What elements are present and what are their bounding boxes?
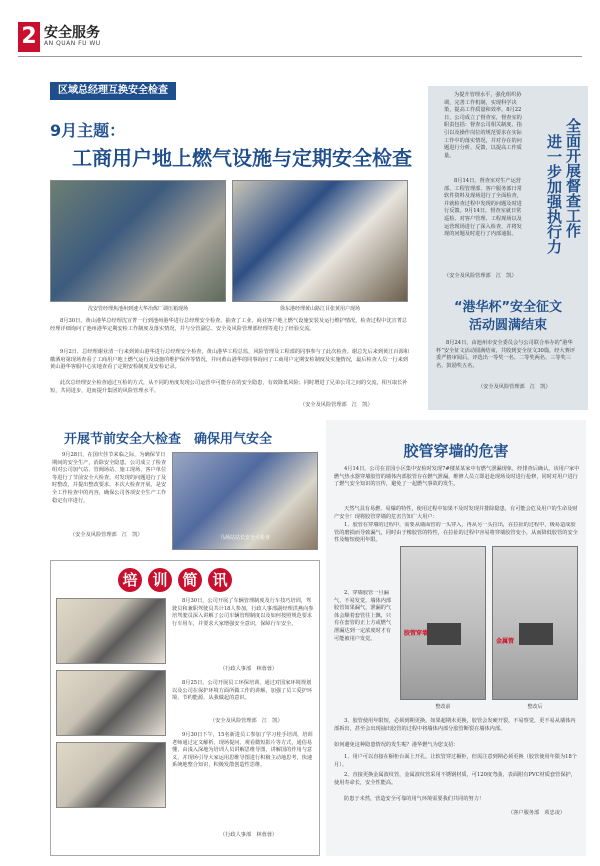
- section-title: 安全服务: [44, 25, 100, 41]
- page-number: 2: [18, 22, 40, 52]
- photo-caption-2: 徐东港经理黄山路江目张黄用户现场: [279, 306, 360, 312]
- article-byline: （安全及风险管理部 江 凯）: [300, 402, 373, 408]
- heater-display: [427, 623, 461, 645]
- hazard-intro: 天然气具有易燃、易爆的特性，使用过程中如果不及时发现并排除隐患，有可能会危及用户的生命及财产安全！现将胶管穿墙的危害告知广大用户：: [334, 506, 578, 520]
- training-photo-2: [56, 670, 166, 736]
- hazard-point: 2、穿墙胶管一旦漏气，不易发觉，墙体内部胶管如果漏气，泄漏的气体会顺着套管往上飘，只有在套管的正上方或燃气泄漏达到一定浓度时才有可能被用户发觉。: [334, 590, 392, 642]
- callout-before: 胶管穿墙: [404, 630, 429, 637]
- festival-body: 9月28日，在国庆佳节来临之际，为确保节日期间的安全生产，消除安全隐患，公司成立了检查组对公司加气站、管阀场站、施工现场、客户单位等进行了节前安全大检查，对发现的问题进行了及时整改，并提出整改要求。本次大检查开展，是安全工作检查中的内容，确保公司各项安全生产工作稳定有序进行。: [52, 452, 167, 504]
- advice-item: 2、直接更换金属波纹管，金属波纹管采用不锈钢材质，可120度弯曲，表面附有PVC材质套管保护，使用寿命长，安全性能高。: [334, 772, 576, 786]
- article-subtitle: 9月主题：: [50, 121, 126, 140]
- training-byline: （行政人事部 林蓉蓉）: [220, 832, 278, 838]
- training-paragraph: 9月30日下午，15名新进员工参加了学习桂手培训，培训老师通过定义解析、现场提问、观看微短影片等方式，通俗易懂、由浅入深地为培训人员讲解思维导图，讲解国的作用与意义，并现场引导大家运用思维导图进行积极主动地思考，快速系统地整合知识，积极发散创造性思维。: [172, 732, 313, 769]
- training-title: [118, 568, 238, 592]
- callout-after: 金属管: [496, 638, 515, 645]
- sidebar-vertical-title: 全面开展督查工作: [564, 118, 582, 238]
- article-paragraph: 8月30日，黄山港华总经理沈宣菁一行到池州港华进行总经理安全检查。抽查了工业、商业客户地上燃气设施安装及运行维护情况，检查过程中沈宣菁总经理详细询问了池州港华定期安检工作制度及落实情况，并与分管副总、安全及风险管理部经理等进行了经验交流。: [50, 318, 408, 332]
- training-byline: （安全及风险管理部 江 凯）: [210, 718, 283, 724]
- heater-display: [519, 623, 553, 645]
- hazard-intro: 4月14日，公司在首园小区集中安检时发现7#楼某某家中有燃气泄漏现象，经排查后确认，该用户家中燃气热水器穿墙胶管的墙体内部胶管存在燃气泄漏，维修人员立即赶赴现场及时进行抢修，同时对用户进行了燃气安全知识的宣传，避免了一起燃气事故的发生。: [334, 466, 580, 488]
- sidebar-byline: （安全及风险管理部 江 凯）: [444, 273, 517, 279]
- festival-photo-caption: 马场站站长安全大检查: [219, 535, 270, 541]
- hazard-byline: （客户服务部 项忠凌）: [508, 810, 566, 816]
- hazard-point: 1、胶管在穿墙的过程中，需要从墙面管的一头穿入，再从另一头拉出，在拉扯的过程中，极易造成胶管的磨损而导致漏气，同时由于橡胶管的特性，在拉扯的过程中容易将穿墙胶管变小，从而降低胶管的安全性及缩短使用年限。: [334, 522, 578, 544]
- section-subtitle: AN QUAN FU WU: [44, 40, 101, 47]
- training-paragraph: 8月30日，公司开展了车辆管理制度及行车技巧培训，驾驶员和兼职驾驶员共计18人参加，行政人事部副经理洪燕向参培驾驶员深入讲解了公司车辆管理制度以及如何按照规范要求行车用车，并要求大家增强安全意识，保障行车安全。: [172, 598, 314, 627]
- advice-item: 1、用户可以直接在橱柜台面上开孔，让软管穿过橱柜，但需注意到期必须更换（胶管使用年限为18个月）。: [334, 754, 577, 768]
- training-photo-1: [56, 598, 166, 664]
- before-caption: 整改前: [435, 704, 451, 710]
- article-paragraph: 此次总经理安全检查通过互检的方式，从不同的角度发现公司运营中可能存在的安全隐患，有效降低风险；同时增进了兄弟公司之间的交流，相互取长补短，共同进步，进而提升集团的风险管理水平。: [50, 380, 408, 394]
- training-paragraph: 8月25日，公司开展员工环保培训，通过对国家环境规划以及公司在保护环境方面所做工作的讲解，加强了员工爱护环境、节约能源，从我做起的意识。: [172, 680, 313, 702]
- advice-heading: 如何避免这种隐患情况的发生呢？港华燃气为您支招：: [334, 742, 459, 748]
- heater-photo-after: [492, 546, 578, 700]
- essay-title: “港华杯”安全征文: [453, 300, 563, 315]
- essay-title: 活动圆满结束: [468, 318, 547, 333]
- article-title: 工商用户地上燃气设施与定期安全检查: [72, 146, 412, 170]
- advice-item: 防患于未然，营造安全可靠的用气环境需要我们共同的努力！: [344, 796, 485, 802]
- article-tag: 区域总经理互换安全检查: [50, 82, 176, 100]
- essay-body: 8月24日，由池州市安全委员会与公司联合举办的“港华杯”安全征文活动圆满结束，共收到安全征文30篇，经大赛评委严格审阅后，评选出一等奖一名、二等奖两名、三等奖三名、鼓励奖五名。: [436, 340, 575, 369]
- inspection-photo-1: [50, 180, 226, 302]
- festival-title: 开展节前安全大检查 确保用气安全: [64, 432, 273, 447]
- sidebar-vertical-title: 进一步加强执行力: [545, 134, 563, 254]
- training-title-char: 训: [148, 568, 172, 592]
- sidebar-paragraph: 8月14日，督查室对生产运营部、工程管理部、客户服务部日常软件资料及现场进行了全面检查，并就检查过程中发现的问题及时进行反馈。9月14日，督查室就日常巡检、对客户管理、工程现场以及运营现场进行了深入检查，并将发现的问题及时进行了内部通报。: [444, 178, 522, 238]
- article-paragraph: 9月2日，总经理谢业清一行来到黄山港华进行总经理安全检查，黄山港华工程总监，风险管理及工程部的同事参与了此次检查。谢总先后来到黄江百源和徽酒府第现场查看了工商用户地上燃气运行及设施的维护保养等情况，并问黄山港华的同事询问了工商用户定期安检制度及实施情况，最后检查人员一行来到黄山港华客服中心实地查看了定期安检制度及安检记录。: [50, 349, 409, 371]
- header-rule: [18, 56, 582, 57]
- inspection-photo-2: [232, 180, 408, 302]
- essay-byline: （安全及风险管理部 江 凯）: [478, 384, 551, 390]
- festival-byline: （安全及风险管理部 江 凯）: [70, 532, 143, 538]
- after-caption: 整改后: [527, 704, 543, 710]
- sidebar-paragraph: 为提升管理水平，强化组织协调，完善工作机制，实现科学决策，提高工作质量和效率，8月22日，公司成立了督查室，督查室的职责包括：督查公司相关制度、指引以及操作岗位的规范要求在实际工作中的落实情况，并对存在的问题进行分析、反馈，以提高工作质量。: [444, 92, 522, 159]
- training-title-char: 讯: [208, 568, 232, 592]
- hazard-point: 3、胶管使用年限短，必须到期更换。如果超期未更换，胶管会发硬开裂，不易察觉，更不易从墙体内部拆出，甚至会出现抽出胶管的过程中将墙体内部分胶管断裂在墙体内部。: [334, 718, 576, 732]
- training-byline: （行政人事部 林蓉蓉）: [220, 666, 278, 672]
- heater-photo-before: [400, 546, 486, 700]
- hazard-title: 胶管穿墙的危害: [403, 442, 509, 460]
- training-photo-3: [56, 742, 166, 808]
- training-title-char: 培: [118, 568, 142, 592]
- training-title-char: 简: [178, 568, 202, 592]
- photo-caption-1: 沈安管经理焦池州到速大华冶炼厂调压箱现场: [87, 306, 188, 312]
